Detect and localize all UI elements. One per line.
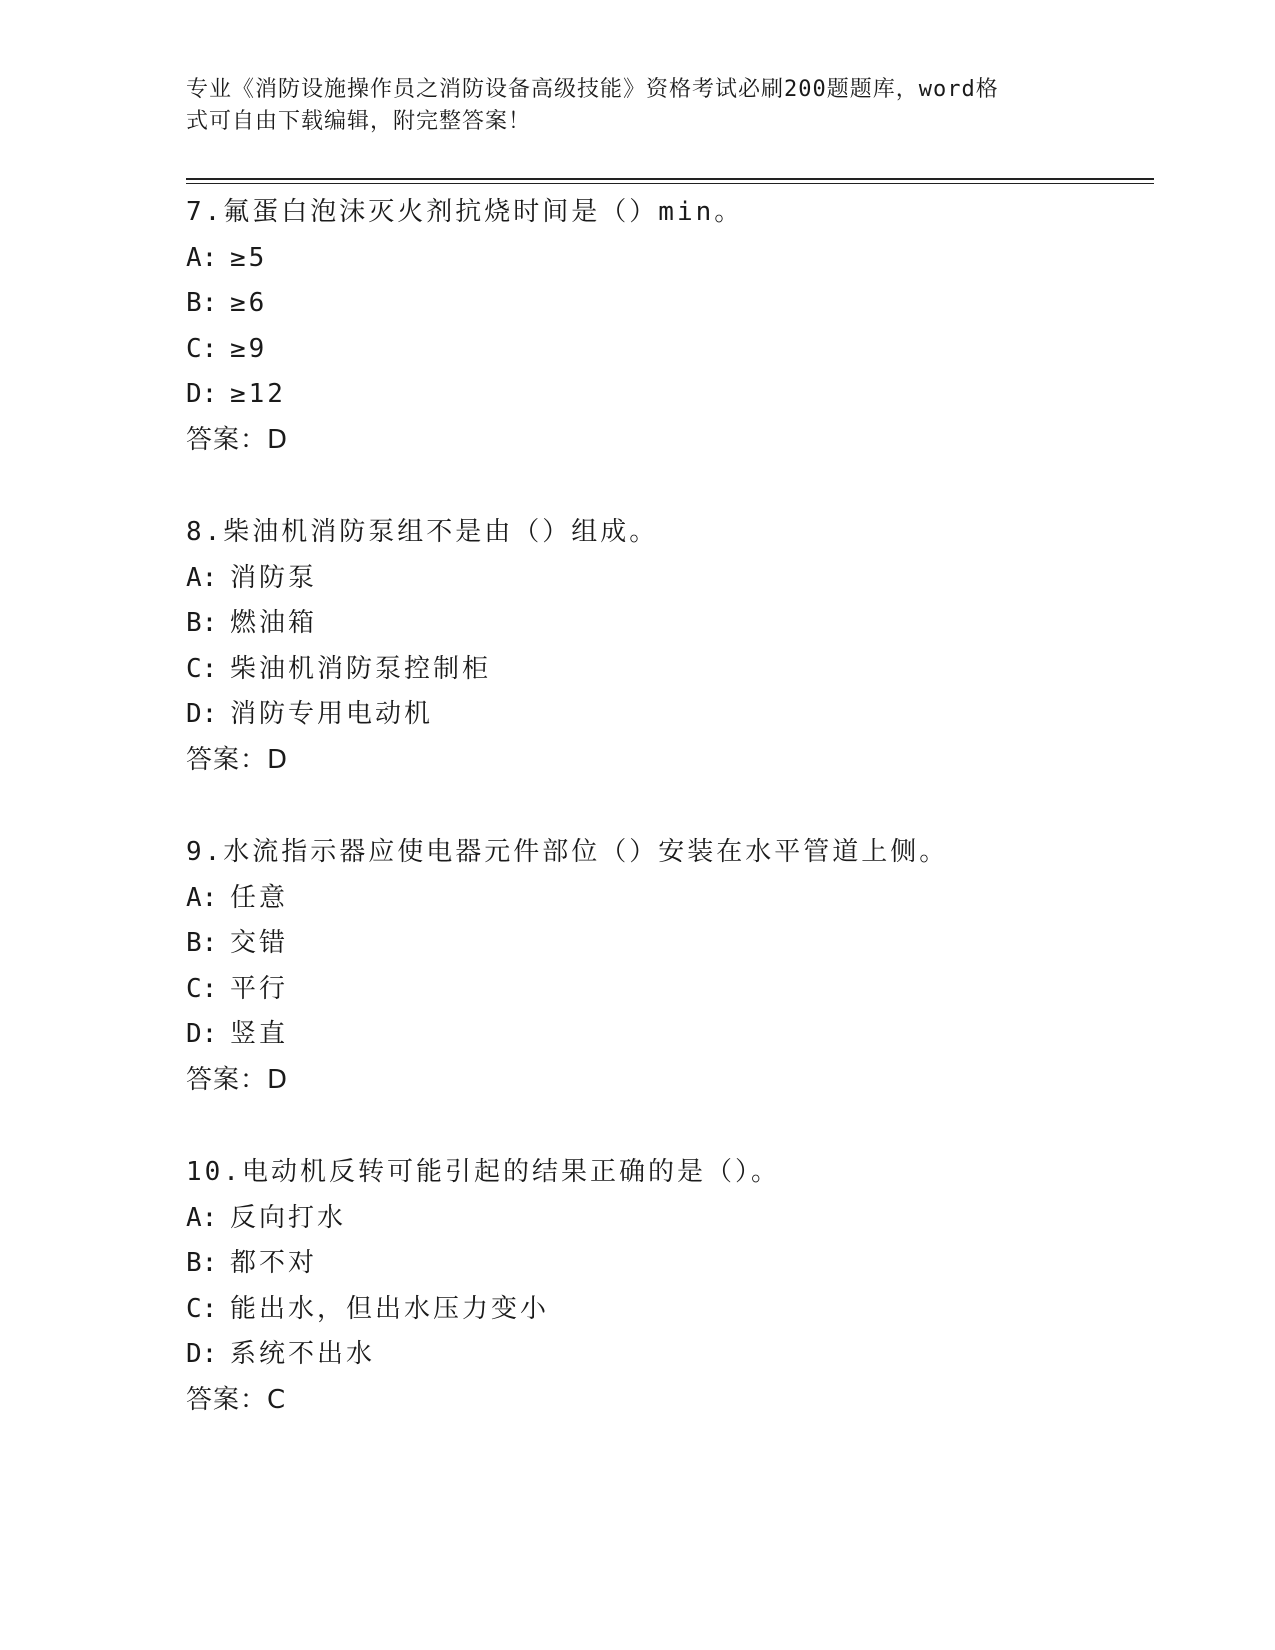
option-label: C: [186,333,218,364]
option-text: 竖直 [230,1019,289,1049]
question-stem: 8.柴油机消防泵组不是由（）组成。 [186,517,659,547]
option-b [186,1241,1154,1287]
option-a [186,1196,1154,1242]
option-label: C: [186,973,218,1004]
option-label: D: [186,379,218,409]
question-stem: 9.水流指示器应使电器元件部位（）安装在水平管道上侧。 [186,837,949,867]
option-c [186,647,1154,693]
option-text: ≥5 [230,242,268,273]
option-label: A: [186,882,218,913]
option-text: ≥12 [230,379,286,409]
question-10 [186,1150,1154,1470]
option-a [186,876,1154,922]
option-label: C: [186,653,218,684]
question-stem: 7.氟蛋白泡沫灭火剂抗烧时间是（）min。 [186,197,744,227]
header-line-2: 式可自由下载编辑，附完整答案！ [186,109,532,134]
answer: 答案：C [186,1384,287,1415]
option-text: 燃油箱 [230,608,318,638]
option-text: ≥6 [230,288,268,318]
option-label: B: [186,608,218,638]
option-text: 消防专用电动机 [230,699,434,729]
option-c [186,967,1154,1013]
option-text: ≥9 [230,333,268,364]
option-text: 系统不出水 [230,1339,376,1369]
answer: 答案：D [186,744,289,775]
option-text: 消防泵 [230,562,318,593]
option-d [186,692,1154,738]
question-list [186,190,1154,1470]
question-7 [186,190,1154,510]
option-label: A: [186,562,218,593]
option-a [186,556,1154,602]
option-text: 交错 [230,928,289,958]
option-label: A: [186,242,218,273]
option-text: 反向打水 [230,1202,347,1233]
option-label: B: [186,288,218,318]
option-d [186,1332,1154,1378]
option-label: B: [186,1248,218,1278]
option-label: D: [186,1019,218,1049]
document-header [186,74,1066,138]
option-c [186,327,1154,373]
option-d [186,372,1154,418]
option-d [186,1012,1154,1058]
option-text: 平行 [230,973,289,1004]
question-stem: 10.电动机反转可能引起的结果正确的是（）。 [186,1157,780,1187]
option-text: 任意 [230,882,289,913]
option-b [186,601,1154,647]
header-divider-thin [186,183,1154,184]
option-b [186,281,1154,327]
option-text: 柴油机消防泵控制柜 [230,653,492,684]
answer: 答案：D [186,424,289,455]
question-8 [186,510,1154,830]
answer: 答案：D [186,1064,289,1095]
option-c [186,1287,1154,1333]
header-line-1: 专业《消防设施操作员之消防设备高级技能》资格考试必刷200题题库，word格 [186,77,999,102]
option-label: A: [186,1202,218,1233]
option-label: D: [186,699,218,729]
option-text: 能出水，但出水压力变小 [230,1293,550,1324]
option-a [186,236,1154,282]
option-label: C: [186,1293,218,1324]
option-b [186,921,1154,967]
option-label: B: [186,928,218,958]
question-9 [186,830,1154,1150]
header-divider-thick [186,178,1154,180]
option-label: D: [186,1339,218,1369]
option-text: 都不对 [230,1248,318,1278]
